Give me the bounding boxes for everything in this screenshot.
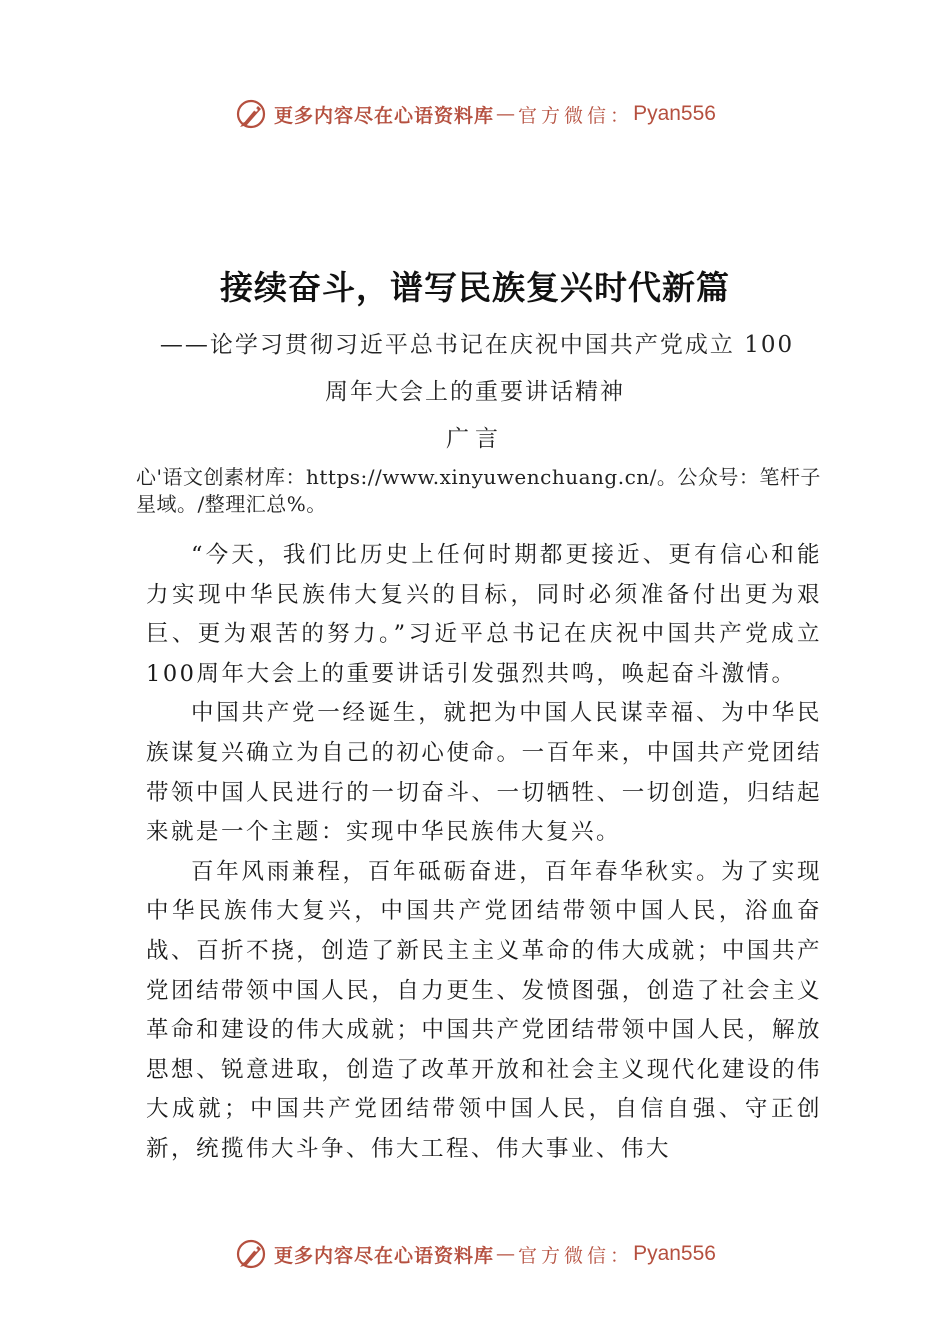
source-note: 心'语文创素材库：https://www.xinyuwenchuang.cn/。公众号：笔杆子星域。/整理汇总%。: [136, 465, 821, 516]
article-title: 接续奋斗，谱写民族复兴时代新篇: [220, 268, 730, 307]
footer-banner: [0, 1232, 950, 1276]
header-banner: [0, 92, 950, 136]
footer-wechat-handle: Pyan556: [633, 1242, 716, 1265]
paragraph: 百年风雨兼程，百年砥砺奋进，百年春华秋实。为了实现中华民族伟大复兴，中国共产党团结带领中国人民，浴血奋战、百折不挠，创造了新民主主义革命的伟大成就；中国共产党团结带领中国人民，自力更生、发愤图强，创造了社会主义革命和建设的伟大成就；中国共产党团结带领中国人民，解放思想、锐意进取，创造了改革开放和社会主义现代化建设的伟大成就；中国共产党团结带领中国人民，自信自强、守正创新，统揽伟大斗争、伟大工程、伟大事业、伟大: [146, 858, 822, 1162]
header-wechat-handle: Pyan556: [633, 102, 716, 125]
article-author: 广言: [446, 426, 504, 452]
article-subtitle-line2: 周年大会上的重要讲话精神: [325, 379, 625, 405]
article-subtitle-line1: ——论学习贯彻习近平总书记在庆祝中国共产党成立 100: [159, 332, 795, 358]
pen-logo-icon: [234, 97, 268, 131]
paragraph: 中国共产党一经诞生，就把为中国人民谋幸福、为中华民族谋复兴确立为自己的初心使命。一百年来，中国共产党团结带领中国人民进行的一切奋斗、一切牺牲、一切创造，归结起来就是一个主题：实现中华民族伟大复兴。: [146, 700, 822, 846]
header-wechat-label: 官方微信：: [518, 104, 634, 127]
header-site-name: 更多内容尽在心语资料库: [274, 104, 495, 127]
header-separator: —: [496, 103, 517, 125]
footer-site-name: 更多内容尽在心语资料库: [274, 1244, 495, 1267]
footer-wechat-label: 官方微信：: [518, 1244, 634, 1267]
footer-separator: —: [496, 1243, 517, 1265]
paragraph: “今天，我们比历史上任何时期都更接近、更有信心和能力实现中华民族伟大复兴的目标，同时必须准备付出更为艰巨、更为艰苦的努力。”习近平总书记在庆祝中国共产党成立100周年大会上的重要讲话引发强烈共鸣，唤起奋斗激情。: [146, 542, 822, 687]
article-body: [146, 536, 822, 1170]
pen-logo-icon: [234, 1237, 268, 1271]
